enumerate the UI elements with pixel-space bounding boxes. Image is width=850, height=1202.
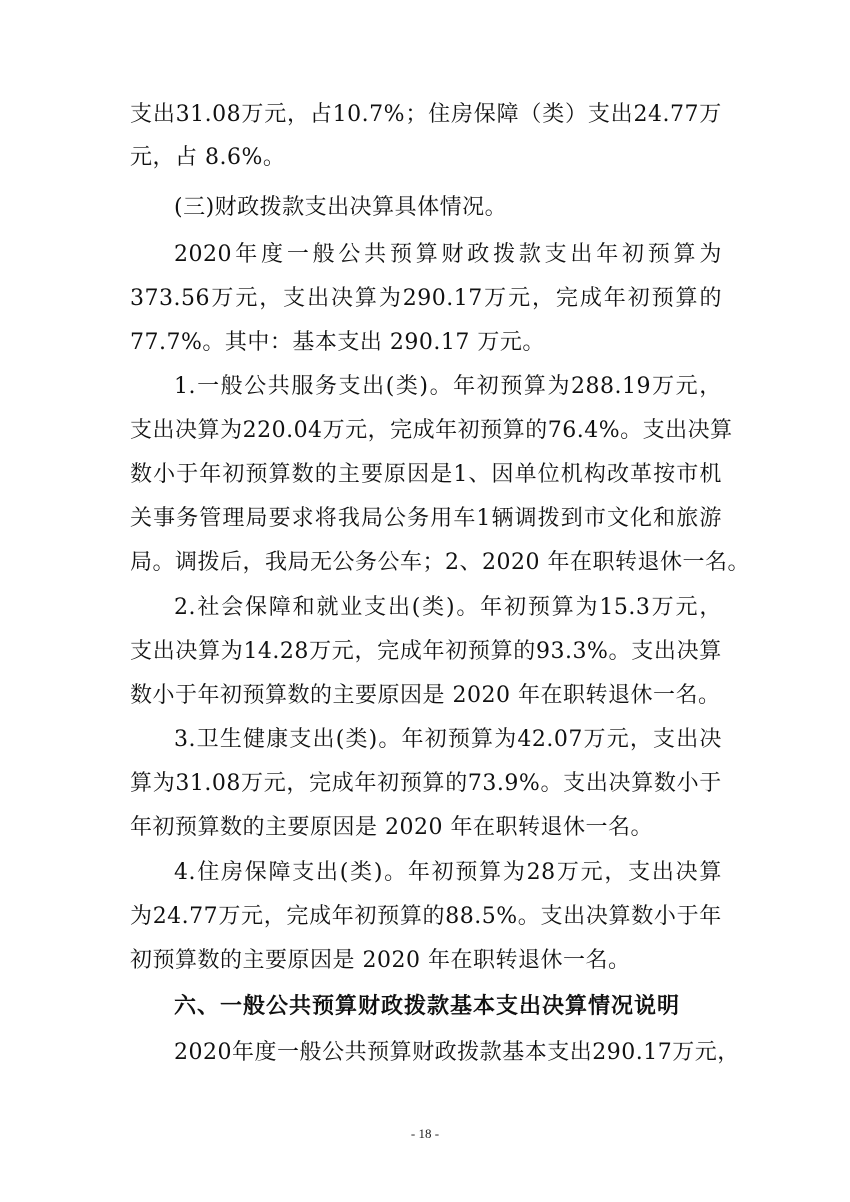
paragraph-line: 373.56 万 元 ， 支 出 决 算 为 290.17 万 元 ， 完 成 年 初 预 算 的 <box>130 286 722 311</box>
paragraph-line: 元，占 8.6%。 <box>130 145 286 170</box>
paragraph-line: 年初预算数的主要原因是 2020 年在职转退休一名。 <box>130 815 653 840</box>
paragraph-line: 支 出 决 算 为 14.28 万 元 ， 完 成 年 初 预 算 的 93.3% 。 支 出 决 算 <box>130 639 722 664</box>
paragraph-line: 4. 住 房 保 障 支 出 ( 类 ) 。 年 初 预 算 为 28 万 元 ， 支 出 决 算 <box>174 860 722 885</box>
paragraph-line: 1. 一 般 公 共 服 务 支 出 ( 类 ) 。 年 初 预 算 为 288.19 万 元 ， <box>174 374 722 399</box>
paragraph-line: 数小于年初预算数的主要原因是 2020 年在职转退休一名。 <box>130 683 721 708</box>
paragraph-line: 2020 年 度 一 般 公 共 预 算 财 政 拨 款 基 本 支 出 290.17 万 元 ， <box>174 1040 740 1065</box>
paragraph-line: 初预算数的主要原因是 2020 年在职转退休一名。 <box>130 948 631 973</box>
paragraph-line: 77.7%。其中：基本支出 290.17 万元。 <box>130 330 545 355</box>
section-heading: 六、一般公共预算财政拨款基本支出决算情况说明 <box>174 994 681 1019</box>
page-number: - 18 - <box>410 1126 440 1141</box>
paragraph-line: 算 为 31.08 万 元 ， 完 成 年 初 预 算 的 73.9% 。 支 出 决 算 数 小 于 <box>130 771 722 796</box>
paragraph-line: 支 出 决 算 为 220.04 万 元 ， 完 成 年 初 预 算 的 76.4% 。 支 出 决 算 <box>130 418 733 443</box>
paragraph-line: 数 小 于 年 初 预 算 数 的 主 要 原 因 是 1 、 因 单 位 机 构 改 革 按 市 机 <box>130 462 722 487</box>
paragraph-line: 3. 卫 生 健 康 支 出 ( 类 ) 。 年 初 预 算 为 42.07 万 元 ， 支 出 决 <box>174 727 722 752</box>
paragraph-line: 2020 年 度 一 般 公 共 预 算 财 政 拨 款 支 出 年 初 预 算 为 <box>174 242 722 267</box>
paragraph-line: 关 事 务 管 理 局 要 求 将 我 局 公 务 用 车 1 辆 调 拨 到 市 文 化 和 旅 游 <box>130 506 722 531</box>
section-subheading: (三)财政拨款支出决算具体情况。 <box>174 195 508 220</box>
paragraph-line: 为 24.77 万 元 ， 完 成 年 初 预 算 的 88.5% 。 支 出 决 算 数 小 于 年 <box>130 904 722 929</box>
paragraph-line: 支 出 31.08 万 元 ， 占 10.7% ； 住 房 保 障 （ 类 ） 支 出 24.77 万 <box>130 102 722 127</box>
paragraph-line: 局。调拨后，我局无公务公车；2、2020 年在职转退休一名。 <box>130 550 750 575</box>
paragraph-line: 2. 社 会 保 障 和 就 业 支 出 ( 类 ) 。 年 初 预 算 为 15.3 万 元 ， <box>174 595 722 620</box>
